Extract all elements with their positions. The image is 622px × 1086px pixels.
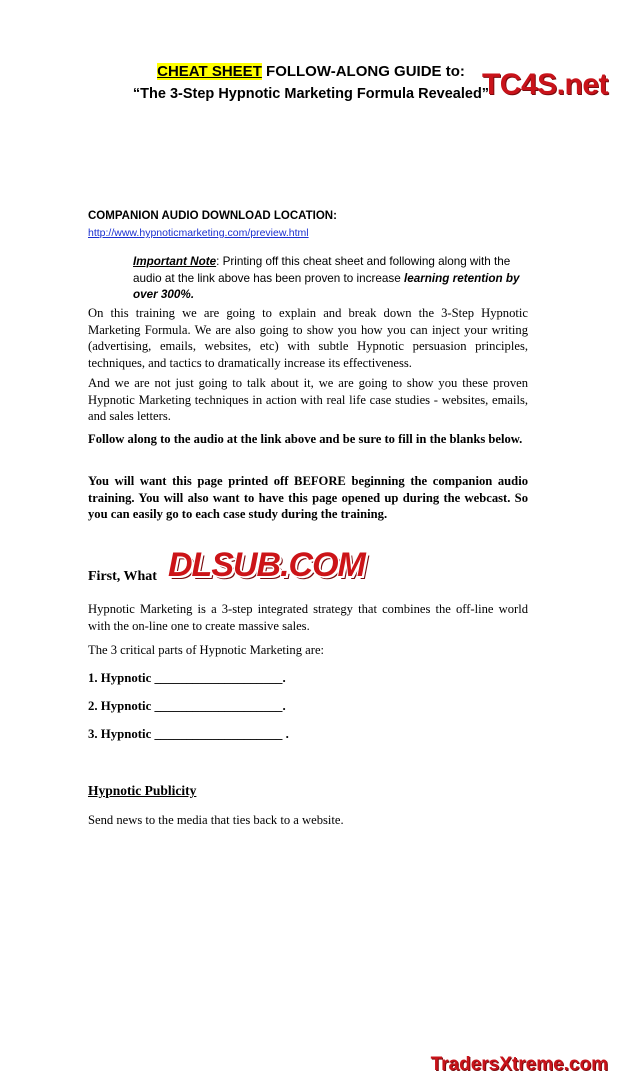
important-note [133, 254, 525, 304]
title-line-1-rest: FOLLOW-ALONG GUIDE to: [261, 63, 465, 80]
paragraph-6: The 3 critical parts of Hypnotic Marketing are: [88, 643, 325, 657]
title-line-2: “The 3-Step Hypnotic Marketing Formula Revealed” [132, 86, 490, 102]
important-note-text: : Printing off this cheat sheet and following along with the audio at the link above has been proven to increase [133, 255, 511, 285]
paragraph-5: Hypnotic Marketing is a 3-step integrated strategy that combines the off-line world with the on-line one to create massive sales. [88, 602, 528, 633]
companion-audio-label: COMPANION AUDIO DOWNLOAD LOCATION: [88, 210, 337, 222]
paragraph-1: On this training we are going to explain and break down the 3-Step Hypnotic Marketing Formula. We are also going to show you how you can inject your writing (advertising, emails, websites, etc) with subtle Hypnotic persuasion principles, techniques, and tactics to dramatically increase its effectiveness. [88, 306, 528, 370]
important-note-label: Important Note [133, 255, 217, 268]
paragraph-7: Send news to the media that ties back to a website. [88, 813, 344, 827]
section-heading-first-what: First, What [88, 569, 157, 584]
document-page [0, 62, 622, 1086]
paragraph-3: Follow along to the audio at the link above and be sure to fill in the blanks below. [88, 432, 523, 446]
important-note-emphasis: learning retention by over 300%. [133, 271, 520, 301]
watermark-bottom: TradersXtreme.com [430, 1054, 608, 1075]
watermark-top: TC4S.net [481, 68, 608, 101]
paragraph-2: And we are not just going to talk about it, we are going to show you these proven Hypnotic Marketing techniques in action with real life case studies - websites, emails, and sales letters. [88, 376, 528, 423]
title-highlight: CHEAT SHEET [157, 63, 262, 80]
blank-line-3: 3. Hypnotic ____________________ . [88, 727, 289, 741]
blank-line-1: 1. Hypnotic ____________________. [88, 671, 286, 685]
section-heading-hypnotic-publicity: Hypnotic Publicity [88, 783, 197, 798]
paragraph-4: You will want this page printed off BEFORE beginning the companion audio training. You will also want to have this page opened up during the webcast. So you can easily go to each case study during the training. [88, 474, 528, 521]
companion-audio-link[interactable]: http://www.hypnoticmarketing.com/preview.html [88, 227, 309, 239]
blank-line-2: 2. Hypnotic ____________________. [88, 699, 286, 713]
watermark-overlay: DLSUB.COM [168, 546, 365, 584]
